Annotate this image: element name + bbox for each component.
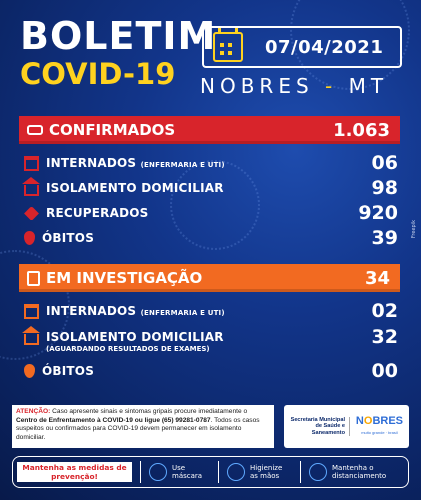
investigation-bar <box>19 264 400 292</box>
hands-icon <box>227 463 245 481</box>
row-label: INTERNADOS <box>46 304 137 318</box>
notice-center: Centro de Enfrentamento à COVID-19 ou ligue (65) 99281-0787 <box>16 416 211 424</box>
footer-item-hands <box>227 463 292 481</box>
row-label: RECUPERADOS <box>46 206 149 220</box>
thermometer-icon <box>27 125 43 135</box>
row-value: 920 <box>358 202 398 224</box>
attention-label: ATENÇÃO: <box>16 408 51 415</box>
footer-item-distance <box>309 463 392 481</box>
date-box <box>202 26 402 68</box>
city-label <box>200 74 405 98</box>
notice-text-b: . Todos os casos suspeitos ou confirmados para COVID-19 devem permanecer em isolamento domiciliar. <box>16 416 260 441</box>
distance-icon <box>309 463 327 481</box>
nobres-logo <box>356 416 403 438</box>
isolation-subtitle: (AGUARDANDO RESULTADOS DE EXAMES) <box>46 345 210 353</box>
stat-row-internados <box>24 152 398 174</box>
footer-item-label: Higienize as mãos <box>250 464 283 480</box>
house-icon <box>24 334 39 345</box>
row-label: ÓBITOS <box>42 231 95 245</box>
nobres-tagline: muito grande · brasil <box>361 429 398 435</box>
heart-icon <box>24 206 39 221</box>
pin-icon <box>24 364 35 378</box>
hospital-icon <box>24 304 39 319</box>
divider <box>300 461 301 483</box>
stat-row-obitos <box>24 360 398 382</box>
secretaria-logo: Secretaria Municipal de Saúde e Saneamento <box>290 417 350 437</box>
investigation-total: 34 <box>364 267 390 289</box>
title-boletim: BOLETIM <box>20 14 217 58</box>
logo-n: N <box>355 414 364 427</box>
divider <box>140 461 141 483</box>
mask-icon <box>149 463 167 481</box>
calendar-icon <box>213 32 243 62</box>
city-name: NOBRES <box>200 74 314 98</box>
logos-box <box>284 405 409 448</box>
row-value: 98 <box>371 177 398 199</box>
pin-icon <box>24 231 35 245</box>
row-note: (ENFERMARIA E UTI) <box>140 161 225 169</box>
city-state: MT <box>348 74 389 98</box>
logo-o: O <box>363 414 373 427</box>
logo-rest: BRES <box>372 414 403 427</box>
house-icon <box>24 185 39 196</box>
bulletin-date: 07/04/2021 <box>265 36 384 58</box>
row-label: INTERNADOS <box>46 156 137 170</box>
image-credit: Freepik <box>411 220 417 239</box>
document-icon <box>27 271 40 286</box>
city-separator: - <box>325 74 338 98</box>
footer-item-label: Use máscara <box>172 464 203 480</box>
confirmed-total: 1.063 <box>333 119 390 141</box>
notice-text-a: Caso apresente sinais e sintomas gripais procure imediatamente o <box>50 408 248 415</box>
row-label: ÓBITOS <box>42 364 95 378</box>
stat-row-recuperados <box>24 202 398 224</box>
stat-row-obitos <box>24 227 398 249</box>
row-value: 32 <box>371 326 398 348</box>
row-value: 39 <box>371 227 398 249</box>
prevention-footer <box>12 456 409 488</box>
confirmed-bar <box>19 116 400 144</box>
row-note: (ENFERMARIA E UTI) <box>140 309 225 317</box>
confirmed-label: CONFIRMADOS <box>49 121 176 139</box>
row-value: 02 <box>371 300 398 322</box>
footer-item-label: Mantenha o distanciamento <box>332 464 387 480</box>
divider <box>218 461 219 483</box>
prevention-warning: Mantenha as medidas de prevenção! <box>17 462 132 482</box>
hospital-icon <box>24 156 39 171</box>
stat-row-isolamento <box>24 177 398 199</box>
row-value: 00 <box>371 360 398 382</box>
row-label: ISOLAMENTO DOMICILIAR <box>46 181 224 195</box>
stat-row-internados <box>24 300 398 322</box>
investigation-label: EM INVESTIGAÇÃO <box>46 269 203 287</box>
row-label: ISOLAMENTO DOMICILIAR <box>46 330 224 344</box>
row-value: 06 <box>371 152 398 174</box>
footer-item-mask <box>149 463 210 481</box>
title-covid: COVID-19 <box>20 57 176 91</box>
attention-notice <box>12 405 274 448</box>
